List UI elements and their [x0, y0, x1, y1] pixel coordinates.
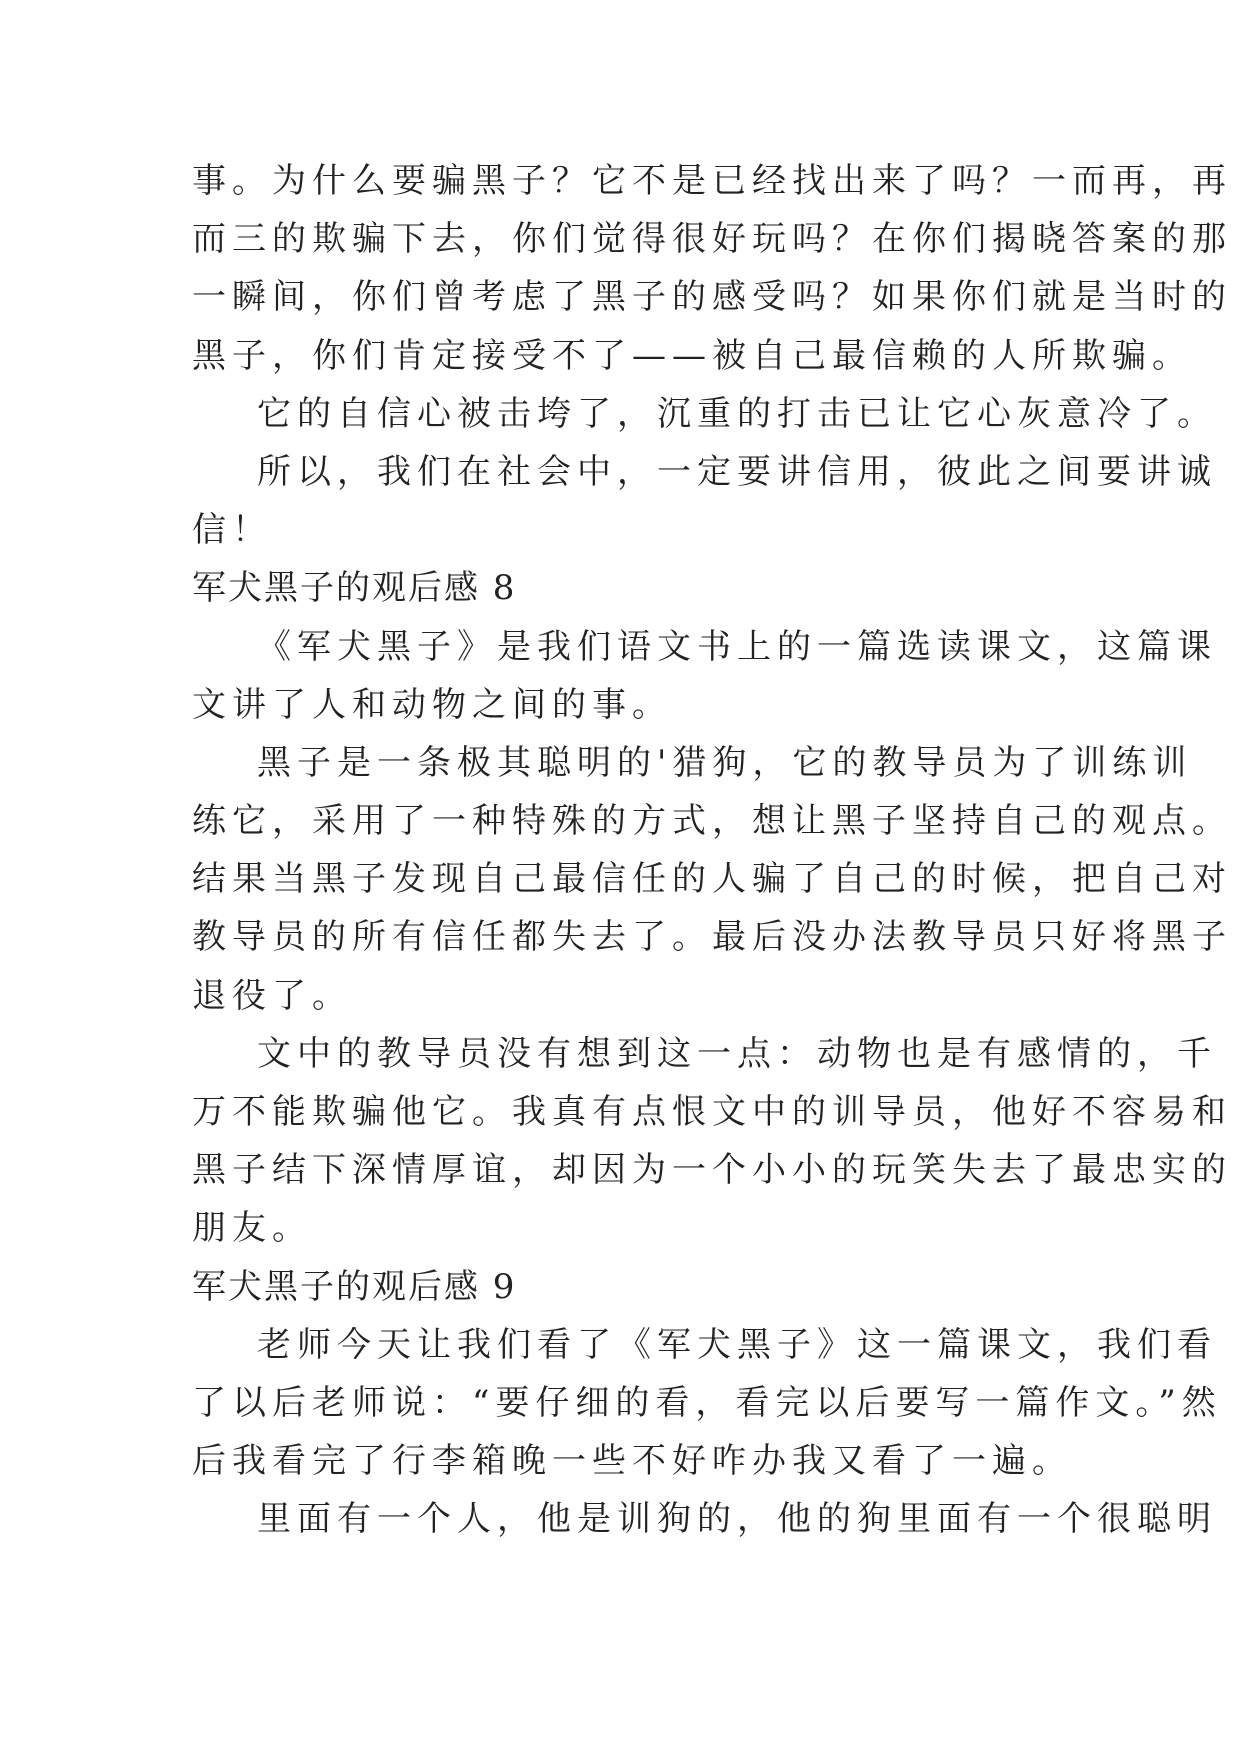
document-page [192, 152, 1232, 1549]
text-line: 信！ [192, 510, 272, 551]
text-line: 事。为什么要骗黑子？它不是已经找出来了吗？一而再，再 [192, 161, 1232, 201]
text-line: 黑子结下深情厚谊，却因为一个小小的玩笑失去了最忠实的 [192, 1150, 1232, 1191]
text-line: 退役了。 [192, 975, 352, 1016]
text-line: 老师今天让我们看了《军犬黑子》这一篇课文，我们看 [257, 1324, 1217, 1365]
text-line: 文讲了人和动物之间的事。 [192, 684, 672, 725]
text-line: 结果当黑子发现自己最信任的人骗了自己的时候，把自己对 [192, 859, 1232, 900]
text-line: 文中的教导员没有想到这一点：动物也是有感情的，千 [257, 1033, 1217, 1074]
text-line: 一瞬间，你们曾考虑了黑子的感受吗？如果你们就是当时的 [192, 277, 1232, 318]
section-heading: 军犬黑子的观后感 9 [192, 1266, 517, 1307]
text-line: 所以，我们在社会中，一定要讲信用，彼此之间要讲诚 [257, 451, 1217, 492]
text-line: 黑子是一条极其聪明的'猎狗，它的教导员为了训练训 [257, 742, 1193, 783]
text-line: 万不能欺骗他它。我真有点恨文中的训导员，他好不容易和 [192, 1092, 1232, 1132]
text-line: 后我看完了行李箱晚一些不好咋办我又看了一遍。 [192, 1441, 1072, 1482]
section-heading: 军犬黑子的观后感 8 [192, 568, 517, 609]
text-line: 《军犬黑子》是我们语文书上的一篇选读课文，这篇课 [257, 626, 1217, 667]
text-line: 教导员的所有信任都失去了。最后没办法教导员只好将黑子 [192, 917, 1232, 958]
text-line: 而三的欺骗下去，你们觉得很好玩吗？在你们揭晓答案的那 [192, 219, 1232, 260]
text-line: 练它，采用了一种特殊的方式，想让黑子坚持自己的观点。 [192, 801, 1232, 842]
text-line: 里面有一个人，他是训狗的，他的狗里面有一个很聪明 [257, 1499, 1217, 1540]
text-line: 黑子，你们肯定接受不了——被自己最信赖的人所欺骗。 [192, 335, 1192, 376]
text-line: 朋友。 [192, 1208, 312, 1249]
text-line: 了以后老师说：“要仔细的看，看完以后要写一篇作文。”然 [192, 1382, 1222, 1423]
text-line: 它的自信心被击垮了，沉重的打击已让它心灰意冷了。 [257, 393, 1217, 434]
